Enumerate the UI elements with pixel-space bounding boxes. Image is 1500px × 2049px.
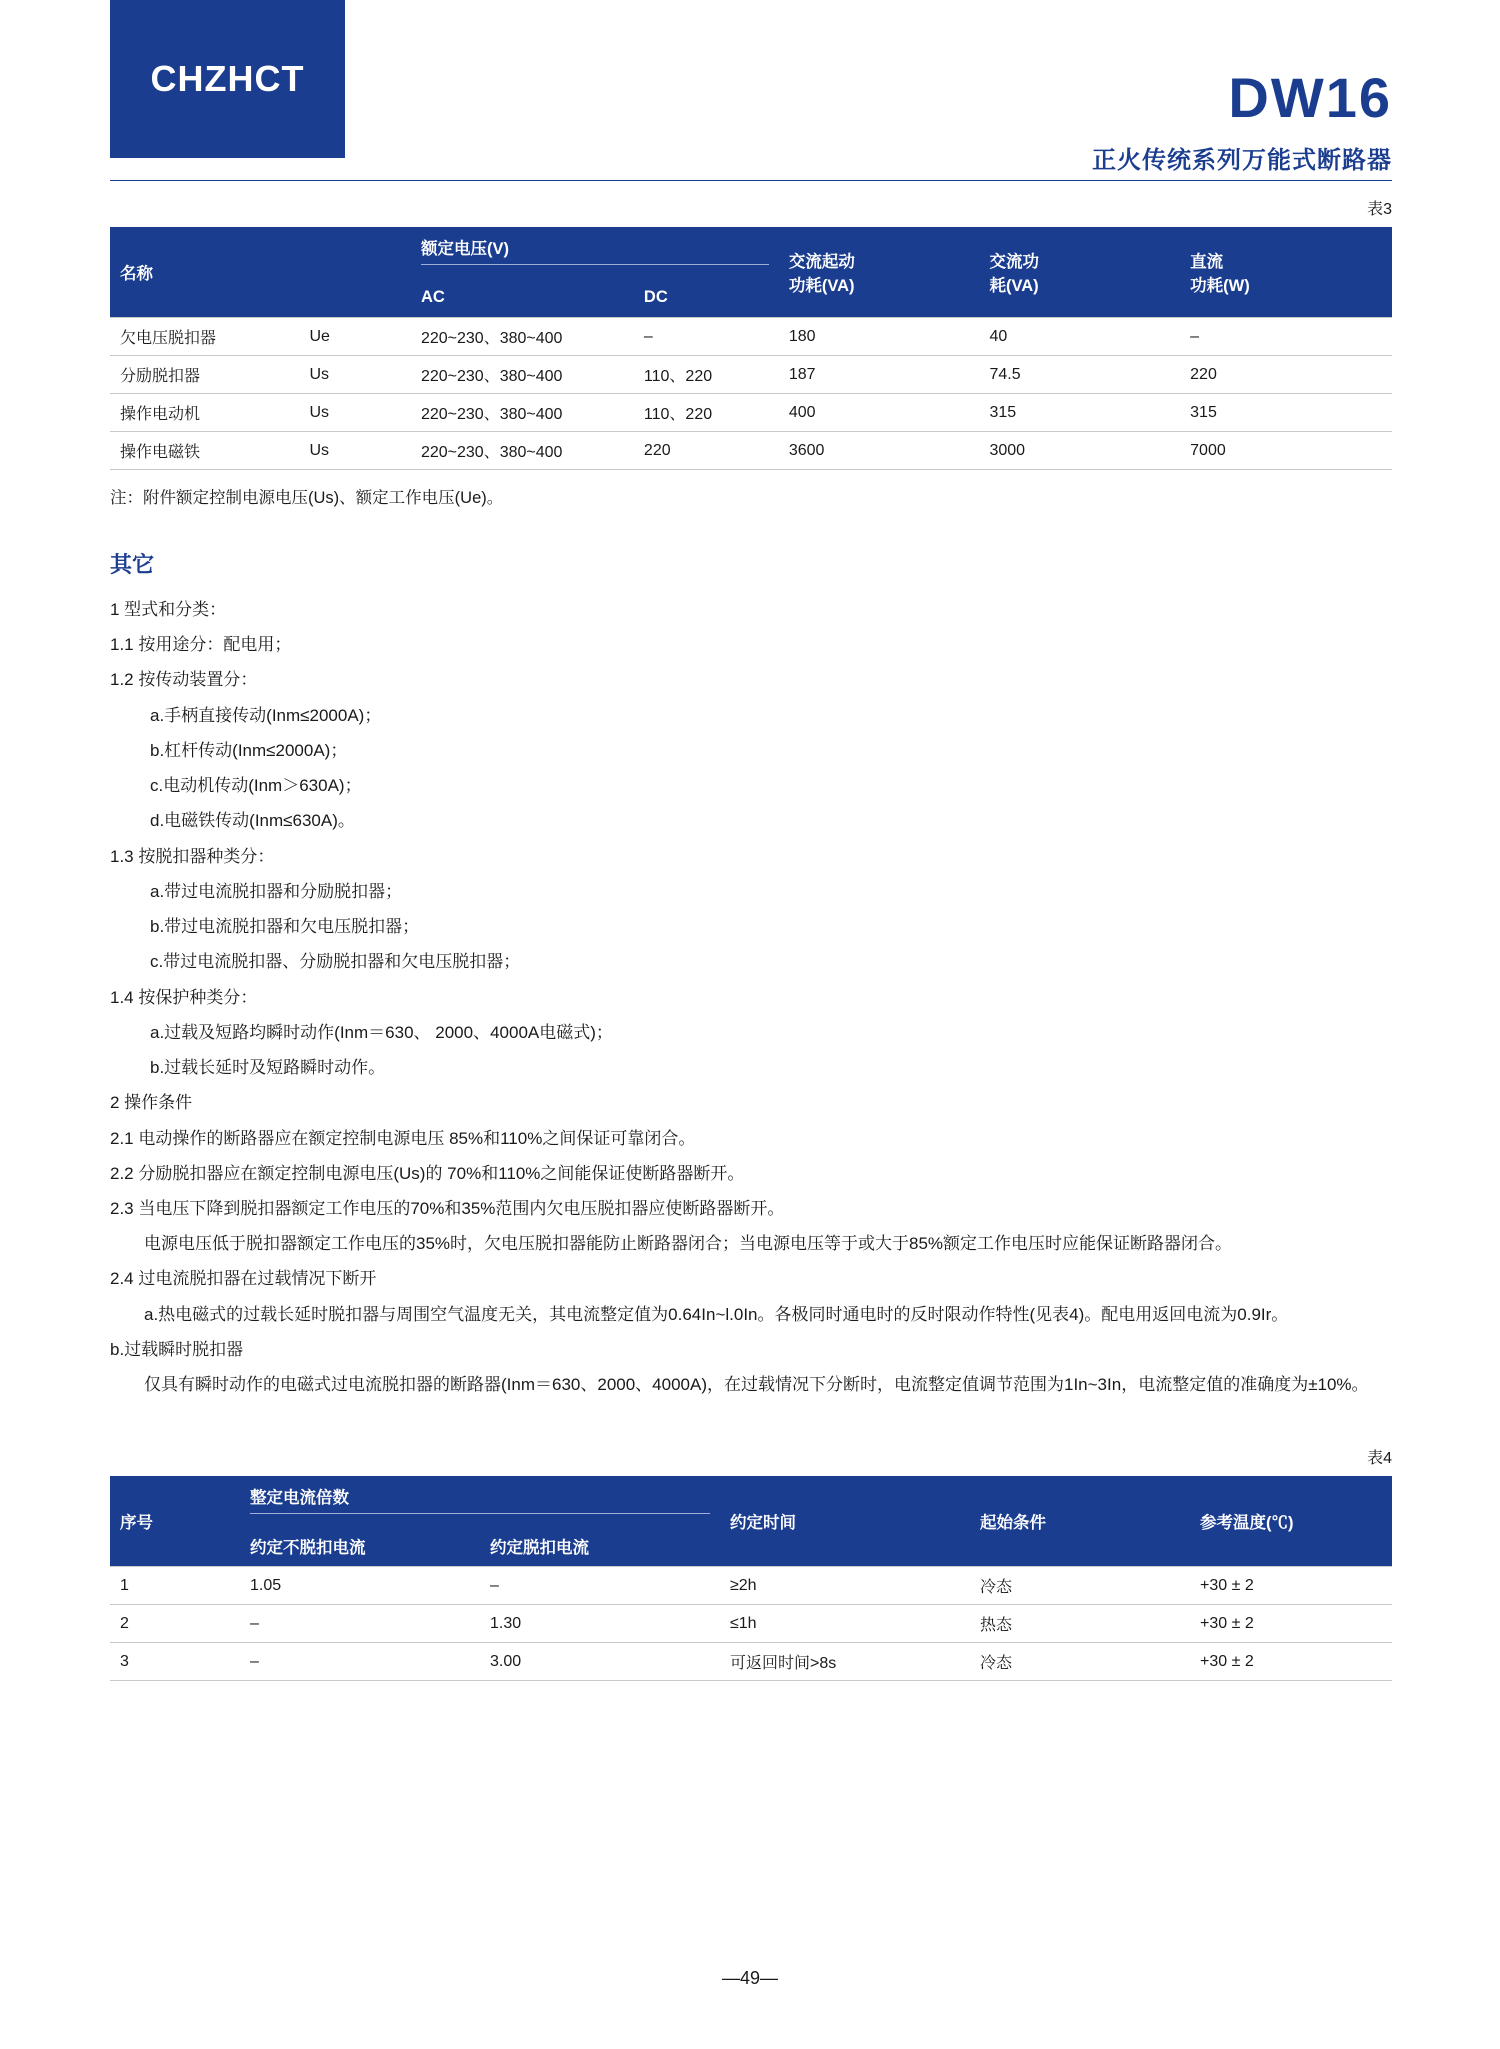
cell-ac-power: 3000 — [979, 432, 1180, 470]
th-rated-voltage-group — [411, 227, 779, 277]
cell-dc-power: 7000 — [1180, 432, 1392, 470]
cell-symbol: Us — [300, 356, 411, 394]
cell-ac: 220~230、380~400 — [411, 356, 634, 394]
paragraph: b.杠杆传动(Inm≤2000A)； — [150, 740, 348, 760]
cell-index: 2 — [110, 1605, 240, 1643]
cell-ac: 220~230、380~400 — [411, 432, 634, 470]
th-no-trip: 约定不脱扣电流 — [240, 1526, 480, 1567]
table-row — [110, 1643, 1392, 1681]
cell-name: 欠电压脱扣器 — [110, 318, 300, 356]
paragraph: b.过载长延时及短路瞬时动作。 — [150, 1058, 386, 1078]
table4-head — [110, 1476, 1392, 1567]
table4-caption: 表4 — [1367, 1450, 1392, 1468]
th-ac-power-line1: 交流功 — [989, 253, 1039, 271]
table-row — [110, 394, 1392, 432]
brand-logo — [110, 0, 345, 158]
cell-name: 操作电磁铁 — [110, 432, 300, 470]
table-trip-characteristics — [110, 1476, 1392, 1681]
cell-dc: – — [634, 318, 779, 356]
paragraph: d.电磁铁传动(Inm≤630A)。 — [150, 811, 355, 831]
paragraph: a.过载及短路均瞬时动作(Inm＝630、 2000、4000A电磁式)； — [150, 1022, 613, 1042]
cell-dc-power: – — [1180, 318, 1392, 356]
cell-trip: 1.30 — [480, 1605, 720, 1643]
cell-dc: 110、220 — [634, 394, 779, 432]
th-ac-start-line1: 交流起动 — [788, 253, 855, 271]
product-title: DW16 — [1228, 66, 1392, 129]
cell-no-trip: – — [240, 1605, 480, 1643]
cell-temperature: +30 ± 2 — [1190, 1605, 1392, 1643]
header-divider — [110, 180, 1392, 181]
paragraph: c.电动机传动(Inm＞630A)； — [150, 776, 362, 796]
cell-dc: 220 — [634, 432, 779, 470]
th-trip: 约定脱扣电流 — [480, 1526, 720, 1567]
cell-ac-power: 40 — [979, 318, 1180, 356]
cell-name: 分励脱扣器 — [110, 356, 300, 394]
paragraph: 2.2 分励脱扣器应在额定控制电源电压(Us)的 70%和110%之间能保证使断路器断开。 — [110, 1163, 745, 1183]
cell-trip: 3.00 — [480, 1643, 720, 1681]
page-header — [0, 0, 1500, 215]
cell-dc-power: 220 — [1180, 356, 1392, 394]
table-accessory-power — [110, 227, 1392, 470]
th-dc-power-line2: 功耗(W) — [1190, 277, 1250, 295]
th-dc-power — [1180, 227, 1392, 318]
paragraph: 2.3 当电压下降到脱扣器额定工作电压的70%和35%范围内欠电压脱扣器应使断路器断开。 — [110, 1198, 785, 1218]
cell-symbol: Us — [300, 432, 411, 470]
cell-symbol: Ue — [300, 318, 411, 356]
cell-no-trip: – — [240, 1643, 480, 1681]
cell-ac-power: 315 — [979, 394, 1180, 432]
paragraph: 2.1 电动操作的断路器应在额定控制电源电压 85%和110%之间保证可靠闭合。 — [110, 1128, 696, 1148]
paragraph: 1 型式和分类： — [110, 600, 227, 619]
product-subtitle: 正火传统系列万能式断路器 — [1092, 147, 1392, 174]
th-dc-power-line1: 直流 — [1190, 253, 1224, 271]
cell-time: 可返回时间>8s — [720, 1643, 970, 1681]
th-ac: AC — [411, 277, 634, 318]
paragraph: b.带过电流脱扣器和欠电压脱扣器； — [150, 917, 420, 937]
paragraph: 电源电压低于脱扣器额定工作电压的35%时，欠电压脱扣器能防止断路器闭合；当电源电压等于或大于85%额定工作电压时应能保证断路器闭合。 — [144, 1234, 1233, 1254]
paragraph: 1.2 按传动装置分： — [110, 670, 258, 690]
paragraph: a.手柄直接传动(Inm≤2000A)； — [150, 705, 382, 725]
cell-no-trip: 1.05 — [240, 1567, 480, 1605]
table-row — [110, 318, 1392, 356]
cell-temperature: +30 ± 2 — [1190, 1567, 1392, 1605]
table4-header-row-top — [110, 1476, 1392, 1526]
th-dc: DC — [634, 277, 779, 318]
cell-ac-start: 180 — [779, 318, 980, 356]
cell-ac-start: 187 — [779, 356, 980, 394]
paragraph: a.带过电流脱扣器和分励脱扣器； — [150, 881, 403, 901]
table-row — [110, 432, 1392, 470]
cell-dc: 110、220 — [634, 356, 779, 394]
cell-ac: 220~230、380~400 — [411, 394, 634, 432]
table3-caption: 表3 — [1367, 201, 1392, 218]
logo-text: CHZHCT — [150, 58, 305, 99]
th-rated-voltage-label: 额定电压(V) — [421, 235, 769, 265]
table3-body — [110, 318, 1392, 470]
table-row — [110, 1605, 1392, 1643]
cell-trip: – — [480, 1567, 720, 1605]
paragraph: 2 操作条件 — [110, 1093, 193, 1113]
header-titles — [1092, 66, 1392, 175]
paragraph: b.过载瞬时脱扣器 — [110, 1339, 244, 1359]
page-content — [110, 196, 1392, 1681]
table4-body — [110, 1567, 1392, 1681]
cell-initial: 热态 — [970, 1605, 1190, 1643]
cell-dc-power: 315 — [1180, 394, 1392, 432]
cell-symbol: Us — [300, 394, 411, 432]
section-title: 其它 — [110, 552, 155, 577]
cell-index: 3 — [110, 1643, 240, 1681]
paragraph: a.热电磁式的过载长延时脱扣器与周围空气温度无关，其电流整定值为0.64In~l.0In。各极同时通电时的反时限动作特性(见表4)。配电用返回电流为0.9Ir。 — [144, 1304, 1289, 1324]
cell-ac-start: 400 — [779, 394, 980, 432]
table3-header-row-top — [110, 227, 1392, 277]
th-name: 名称 — [110, 227, 411, 318]
cell-name: 操作电动机 — [110, 394, 300, 432]
th-setting-label: 整定电流倍数 — [250, 1484, 710, 1514]
cell-ac-start: 3600 — [779, 432, 980, 470]
paragraph: 1.4 按保护种类分： — [110, 987, 258, 1007]
page-number: —49— — [721, 1968, 779, 1988]
th-ac-start — [779, 227, 980, 318]
th-time: 约定时间 — [720, 1476, 970, 1567]
table4-section — [110, 1445, 1392, 1681]
cell-index: 1 — [110, 1567, 240, 1605]
th-temperature: 参考温度(℃) — [1190, 1476, 1392, 1567]
th-initial: 起始条件 — [970, 1476, 1190, 1567]
th-ac-start-line2: 功耗(VA) — [788, 277, 855, 295]
table3-head — [110, 227, 1392, 318]
th-index: 序号 — [110, 1476, 240, 1567]
paragraph: c.带过电流脱扣器、分励脱扣器和欠电压脱扣器； — [150, 952, 521, 972]
th-ac-power-line2: 耗(VA) — [989, 277, 1039, 295]
th-setting-group — [240, 1476, 720, 1526]
cell-temperature: +30 ± 2 — [1190, 1643, 1392, 1681]
cell-ac-power: 74.5 — [979, 356, 1180, 394]
cell-initial: 冷态 — [970, 1567, 1190, 1605]
cell-time: ≤1h — [720, 1605, 970, 1643]
cell-time: ≥2h — [720, 1567, 970, 1605]
cell-ac: 220~230、380~400 — [411, 318, 634, 356]
table-row — [110, 1567, 1392, 1605]
paragraph: 1.3 按脱扣器种类分： — [110, 846, 275, 866]
paragraph: 2.4 过电流脱扣器在过载情况下断开 — [110, 1269, 377, 1289]
paragraph: 仅具有瞬时动作的电磁式过电流脱扣器的断路器(Inm＝630、2000、4000A)，在过载情况下分断时，电流整定值调节范围为1In~3In，电流整定值的准确度为±10%。 — [144, 1375, 1369, 1395]
table3-note: 注：附件额定控制电源电压(Us)、额定工作电压(Ue)。 — [110, 489, 504, 507]
paragraph: 1.1 按用途分：配电用； — [110, 635, 292, 655]
cell-initial: 冷态 — [970, 1643, 1190, 1681]
th-ac-power — [979, 227, 1180, 318]
table-row — [110, 356, 1392, 394]
